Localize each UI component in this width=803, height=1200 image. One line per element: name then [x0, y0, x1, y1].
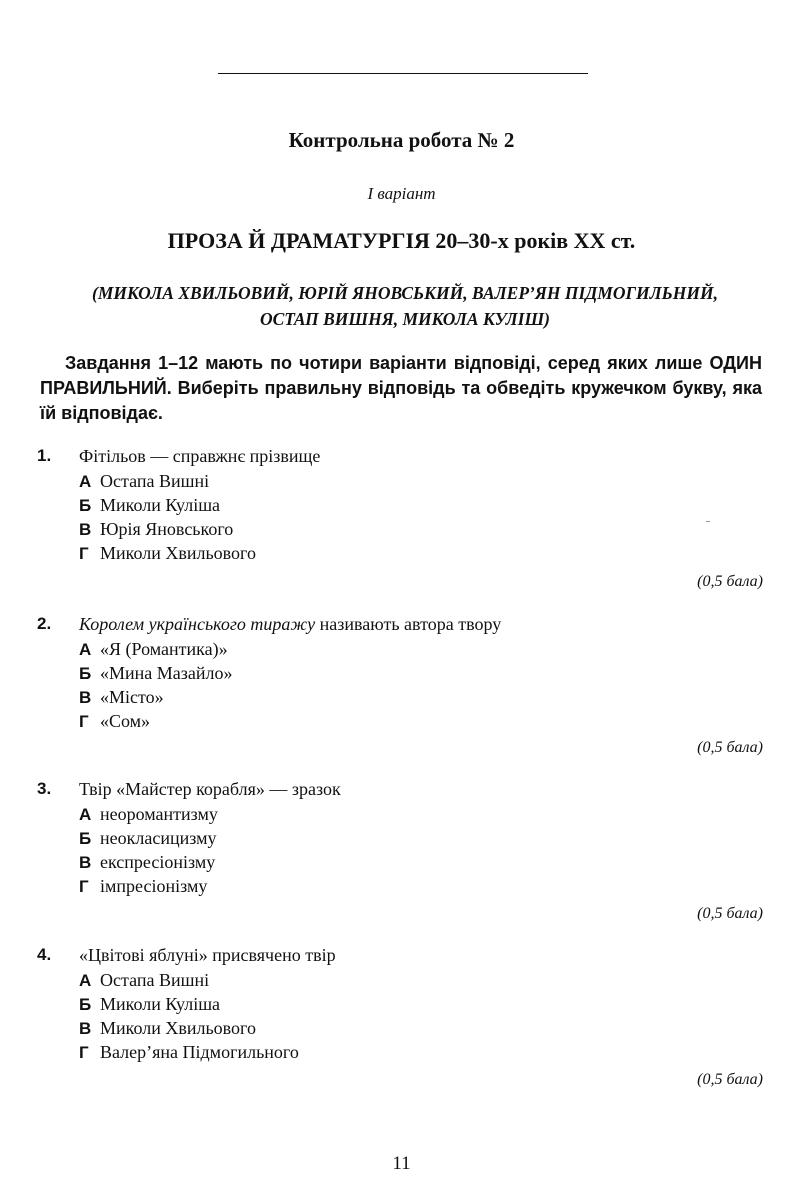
topic-heading: ПРОЗА Й ДРАМАТУРГІЯ 20–30-х років XX ст.: [167, 228, 636, 253]
page-number: 11: [392, 1153, 411, 1174]
question-1: [37, 446, 767, 567]
authors-list: [30, 280, 780, 332]
instructions: Завдання 1–12 мають по чотири варіанти відповіді, серед яких лише ОДИН ПРАВИЛЬНИЙ. Виберіть правильну відповідь та обведіть кружечком букву, яка їй відповідає.: [40, 353, 762, 423]
question-number: 1.: [37, 446, 52, 465]
variant-label: І варіант: [367, 184, 436, 203]
option-c[interactable]: В експресіонізму: [79, 852, 216, 872]
test-title: Контрольна робота № 2: [288, 128, 515, 152]
option-d[interactable]: Г Миколи Хвильового: [79, 543, 256, 563]
question-number: 3.: [37, 779, 52, 798]
question-3: [37, 779, 767, 900]
option-d[interactable]: Г Валер’яна Підмогильного: [79, 1042, 299, 1062]
question-text: Королем українського тиражу називають автора твору: [79, 614, 502, 634]
authors-line-2: ОСТАП ВИШНЯ, МИКОЛА КУЛІШ): [259, 309, 551, 329]
option-c[interactable]: В Юрія Яновського: [79, 519, 234, 539]
question-text: Твір «Майстер корабля» — зразок: [79, 779, 341, 799]
option-a[interactable]: А «Я (Романтика)»: [79, 639, 228, 659]
option-c[interactable]: В Миколи Хвильового: [79, 1018, 256, 1038]
question-3-score: (0,5 бала): [697, 905, 763, 922]
question-text: Фітільов — справжнє прізвище: [79, 446, 321, 466]
option-d[interactable]: Г «Сом»: [79, 711, 151, 731]
option-a[interactable]: А неоромантизму: [79, 804, 218, 824]
question-4-score: (0,5 бала): [697, 1071, 763, 1088]
option-c[interactable]: В «Місто»: [79, 687, 164, 707]
authors-line-1: (МИКОЛА ХВИЛЬОВИЙ, ЮРІЙ ЯНОВСЬКИЙ, ВАЛЕР’ЯН ПІДМОГИЛЬНИЙ,: [92, 283, 718, 303]
option-b[interactable]: Б Миколи Куліша: [79, 994, 221, 1014]
question-4: [37, 945, 767, 1066]
option-b[interactable]: Б неокласицизму: [79, 828, 217, 848]
option-d[interactable]: Г імпресіонізму: [79, 876, 208, 896]
print-speck: [706, 521, 710, 522]
question-text: «Цвітові яблуні» присвячено твір: [79, 945, 336, 965]
option-a[interactable]: А Остапа Вишні: [79, 970, 210, 990]
question-1-score: (0,5 бала): [697, 573, 763, 590]
option-b[interactable]: Б Миколи Куліша: [79, 495, 221, 515]
question-number: 2.: [37, 614, 52, 633]
option-b[interactable]: Б «Мина Мазайло»: [79, 663, 233, 683]
option-a[interactable]: А Остапа Вишні: [79, 471, 210, 491]
header-rule: [218, 73, 588, 74]
question-number: 4.: [37, 945, 52, 964]
question-2-score: (0,5 бала): [697, 739, 763, 756]
question-2: [37, 614, 767, 735]
